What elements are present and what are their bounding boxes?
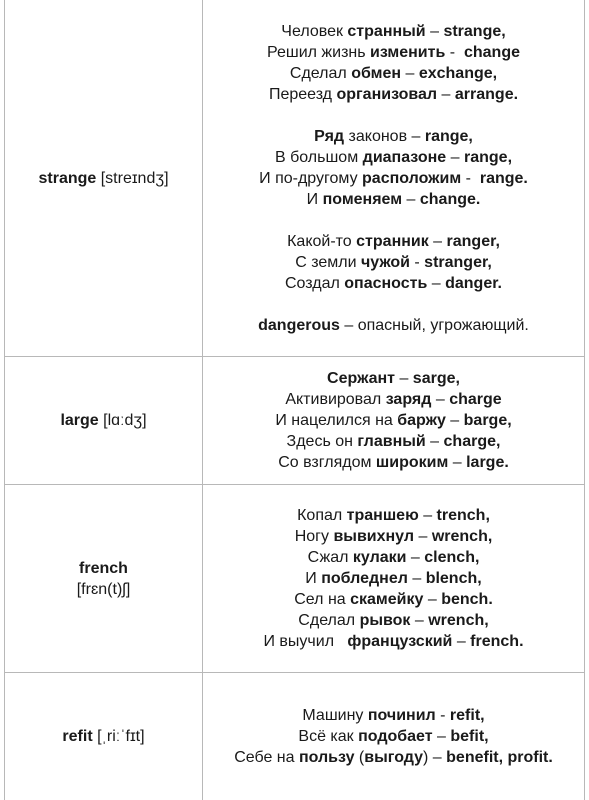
line-text: ( [354,749,365,766]
line-text: Создал [284,274,345,292]
line-text: – [445,412,464,429]
poem-line [278,452,509,473]
line-text: Сделал [298,612,360,629]
keyword: диапазоне [362,148,447,166]
poem-line [275,410,511,431]
line-text: – [452,633,471,650]
poem-line [267,42,520,63]
keyword: exchange, [418,64,498,82]
keyword: скамейку [350,591,424,608]
keyword: french. [470,633,524,650]
keyword: bench. [441,591,493,608]
keyword: изменить [370,43,446,61]
line-text: Здесь он [286,433,358,450]
vocabulary-table [4,0,585,800]
line-text: И [306,190,323,208]
line-text: Копал [297,507,347,524]
line-text: В большом [274,148,363,166]
transcription: [streɪndʒ] [100,169,169,187]
line-text: – [395,370,413,387]
keyword: побледнел [321,570,408,587]
headword: strange [38,169,97,187]
poem-line [269,84,518,105]
line-text: – [425,433,444,450]
line-text: – [414,528,432,545]
poem-line [259,168,528,189]
line-text: Сделал [289,64,352,82]
line-text: – опасный, угрожающий. [339,316,529,334]
poem-line [298,610,488,631]
keyword: выгоду [364,749,424,766]
poem-line [295,526,493,547]
word-entry [77,558,131,600]
poem-line [285,389,501,410]
word-entry [38,168,168,189]
keyword: change [463,43,520,61]
keyword: расположим [362,169,462,187]
keyword: кулаки [352,549,407,566]
keyword: wrench, [428,612,489,629]
keyword: поменяем [322,190,403,208]
line-text: – [432,728,451,745]
word-cell [5,0,203,356]
line-text: И по-другому [259,169,363,187]
keyword: dangerous [258,316,340,334]
keyword: barge, [463,412,512,429]
poem-line [294,589,493,610]
keyword: charge [449,391,502,408]
keyword: странный [347,22,426,40]
line-text: – [446,148,464,166]
keyword: странник [356,232,429,250]
line-text: – [402,190,420,208]
keyword: опасность [344,274,428,292]
keyword: change. [419,190,481,208]
poem-line [295,252,492,273]
headword: french [79,559,128,577]
poem-line [298,726,488,747]
keyword: refit, [449,707,485,724]
keyword: benefit, profit. [446,749,553,766]
line-text: Переезд [268,85,337,103]
poem-line [234,747,553,768]
keyword: sarge, [412,370,460,387]
line-text: И выучил [263,633,348,650]
keyword: befit, [450,728,489,745]
keyword: range, [424,127,473,145]
keyword: clench, [424,549,480,566]
keyword: вывихнул [333,528,415,545]
poem-line [281,21,505,42]
keyword: чужой [361,253,410,271]
line-text: Со взглядом [278,454,376,471]
poem-line [314,126,473,147]
line-text: – [410,612,429,629]
line-text: С земли [295,253,362,271]
keyword: организовал [336,85,438,103]
keyword: подобает [358,728,433,745]
keyword: large. [466,454,509,471]
keyword: strange, [443,22,506,40]
word-entry [60,410,146,431]
keyword: stranger, [424,253,492,271]
line-text: – [401,64,419,82]
line-text: ) – [423,749,447,766]
keyword: починил [367,707,436,724]
line-text: Себе на [234,749,299,766]
line-text: Решил жизнь [267,43,371,61]
line-text: Человек [281,22,348,40]
keyword: charge, [443,433,501,450]
keyword: arrange. [454,85,519,103]
keyword: range. [479,169,528,187]
word-cell [5,673,203,800]
table-row [5,357,584,485]
poem-line [263,631,523,652]
mnemonic-poem [203,673,584,800]
keyword: ranger, [446,232,500,250]
mnemonic-poem [203,0,584,356]
line-text: Всё как [298,728,359,745]
word-cell [5,485,203,672]
keyword: французский [347,633,453,650]
line-text: – [425,22,444,40]
poem-line [287,431,501,452]
line-text: – [406,549,425,566]
keyword: danger. [445,274,502,292]
keyword: широким [375,454,449,471]
poem-line [297,505,490,526]
line-text: И [305,570,322,587]
keyword: Сержант [327,370,395,387]
word-entry [62,726,144,747]
headword: refit [62,728,93,745]
poem-line [258,315,529,336]
line-text: Машину [302,707,368,724]
transcription: [ˌriːˈfɪt] [97,728,145,745]
keyword: главный [357,433,426,450]
table-row [5,485,584,673]
line-text: - [435,707,450,724]
line-text: законов – [344,127,425,145]
line-text: Сжал [307,549,353,566]
keyword: blench, [425,570,482,587]
headword: large [60,412,99,429]
line-text: - [461,169,480,187]
poem-line [305,568,481,589]
poem-line [307,189,481,210]
transcription: [lɑːdʒ] [103,412,147,429]
table-row [5,673,584,800]
keyword: range, [464,148,513,166]
table-row [5,0,584,357]
line-text: – [418,507,437,524]
keyword: баржу [397,412,446,429]
line-text: – [437,85,455,103]
poem-line [287,231,500,252]
keyword: заряд [385,391,432,408]
line-text: - [445,43,464,61]
keyword: обмен [351,64,402,82]
mnemonic-poem [203,485,584,672]
line-text: – [428,232,447,250]
line-text: – [407,570,426,587]
keyword: траншею [346,507,419,524]
line-text: – [448,454,467,471]
poem-line [308,547,480,568]
keyword: Ряд [314,127,345,145]
poem-line [327,368,460,389]
line-text: Ногу [294,528,334,545]
keyword: рывок [359,612,411,629]
line-text: Сел на [294,591,351,608]
transcription: [frɛn(t)ʃ] [76,580,131,598]
line-text: - [409,253,425,271]
poem-line [302,705,484,726]
line-text: Активировал [285,391,386,408]
word-cell [5,357,203,484]
mnemonic-poem [203,357,584,484]
keyword: trench, [436,507,490,524]
line-text: И нацелился на [275,412,398,429]
poem-line [275,147,512,168]
line-text: – [423,591,442,608]
line-text: Какой-то [287,232,357,250]
poem-line [285,273,502,294]
keyword: пользу [298,749,355,766]
keyword: wrench, [431,528,493,545]
poem-line [290,63,497,84]
line-text: – [431,391,450,408]
line-text: – [427,274,446,292]
